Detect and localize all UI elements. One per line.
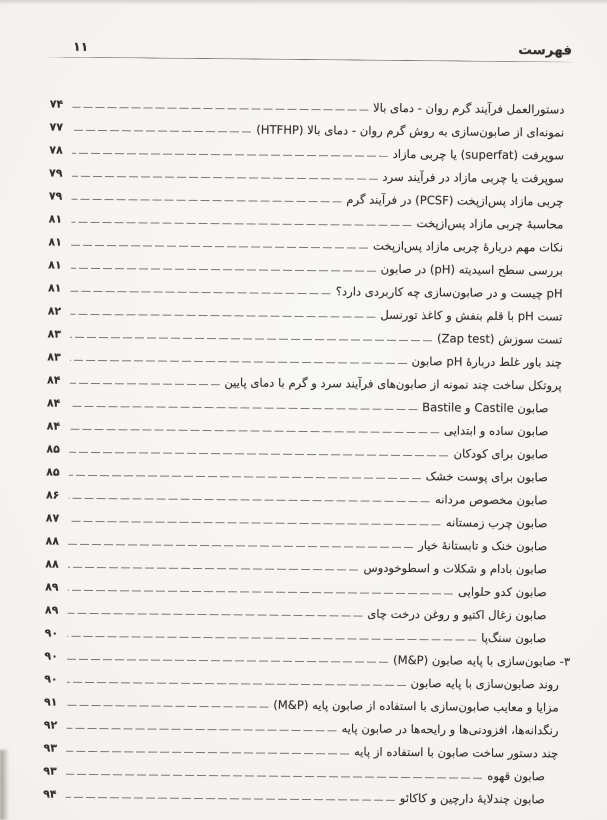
toc-entry-page-number: ۸۴ [46,396,61,410]
toc-entry-title: دستورالعمل فرآیند گرم روان - دمای بالا [372,100,565,117]
dotted-leader [72,130,251,133]
dotted-leader [66,797,395,801]
toc-entry-page-number: ۹۱ [43,695,58,709]
dotted-leader [68,521,440,526]
dotted-leader [71,291,331,294]
toc-entry-title: رنگدانه‌ها، افزودنی‌ها و رایحه‌ها در صابون پایه [341,721,559,738]
toc-entry-title: چند باور غلط دربارهٔ pH صابون [411,354,563,370]
toc-entry-page-number: ۹۳ [43,741,58,755]
toc-entry-title: صابون کدو حلوایی [457,584,547,600]
toc-entry-page-number: ۸۴ [47,373,61,387]
dotted-leader [68,590,453,595]
toc-entry-page-number: ۷۸ [49,143,63,157]
toc-entry-title: مزایا و معایب صابون‌سازی با استفاده از صابون پایه (M&P) [273,697,559,715]
toc-entry-title: چربی مازاد پس‌ازپخت (PCSF) در فرآیند گرم [346,192,564,209]
dotted-leader [69,475,421,479]
toc-entry-title: روند صابون‌سازی با پایه صابون [410,676,559,692]
toc-entry-page-number: ۹۳ [43,764,57,778]
toc-entry-page-number: ۸۶ [45,488,60,502]
toc-entry-title: سوپرفت یا چربی مازاد در فرآیند سرد [382,169,564,186]
toc-entry-title: صابون سنگ‌پا [481,630,547,646]
toc-entry-page-number: ۸۵ [46,442,60,456]
toc-entry-title: چند دستور ساخت صابون با استفاده از پایه [353,744,559,761]
dotted-leader [71,245,368,249]
dotted-leader [70,383,220,385]
dotted-leader [72,153,388,157]
page-title: فهرست [518,42,573,59]
toc-entry-title: صابون بادام و شکلات و اسطوخودوس [363,560,548,577]
dotted-leader [67,705,269,708]
toc-entry-title: تست pH با قلم بنفش و کاغذ تورنسل [380,307,563,324]
toc-entry-title: نمونه‌ای از صابون‌سازی به روش گرم روان - دمای بالا (HTFHP) [256,122,565,140]
toc-entry-page-number: ۸۷ [45,511,60,525]
toc-entry-page-number: ۹۰ [44,626,59,640]
toc-entry-title: پروتکل ساخت چند نمونه از صابون‌های فرآیند سرد و گرم با دمای پایین [224,375,562,393]
dotted-leader [72,199,342,203]
toc-entry-page-number: ۸۱ [48,235,62,249]
toc-entry-page-number: ۸۲ [47,304,62,318]
toc-entry-page-number: ۸۱ [47,281,62,295]
dotted-leader [71,268,376,272]
dotted-leader [66,728,336,732]
toc-entry-page-number: ۷۹ [48,189,63,203]
dotted-leader [70,314,375,318]
toc-entry-page-number: ۹۰ [44,672,58,686]
dotted-leader [69,429,439,434]
dotted-leader [67,682,406,686]
toc-entry-page-number: ۸۵ [46,465,60,479]
toc-entry-title: صابون خنک و تابستانهٔ خیار [418,538,548,554]
toc-entry-title: بررسی سطح اسیدیته (pH) در صابون [380,261,563,278]
toc-entry-page-number: ۸۴ [46,419,61,433]
toc-entry-page-number: ۸۳ [47,350,61,364]
toc-entry-title: صابون قهوه [487,768,546,784]
dotted-leader [70,406,418,410]
toc-entry-title: صابون مخصوص مردانه [434,492,548,508]
page-number: ۱۱ [72,38,89,54]
dotted-leader [71,222,411,226]
toc-entry-page-number: ۸۸ [45,534,60,548]
dotted-leader [70,360,407,364]
toc-entry-page-number: ۸۸ [45,557,59,571]
toc-entry-title: صابون برای پوست خشک [425,469,548,485]
toc-entry-page-number: ۸۱ [48,212,63,226]
dotted-leader [66,751,349,755]
toc-entry-title: صابون برای کودکان [453,446,549,462]
toc-entry-title: تست سوزش (Zap test) [436,331,563,347]
toc-entry-page-number: ۸۹ [45,580,59,594]
dotted-leader [70,337,432,341]
toc-entry-title: ۳- صابون‌سازی با پایه صابون (M&P) [393,652,571,669]
dotted-leader [66,774,482,779]
toc-entry-title: صابون Castile و Bastile [422,400,549,416]
toc-entry-page-number: ۹۴ [43,787,57,801]
toc-entry-title: صابون زغال اکتیو و روغن درخت چای [367,606,547,623]
dotted-leader [72,107,368,111]
toc-entry-page-number: ۷۷ [49,120,64,134]
dotted-leader [67,636,476,641]
toc-entry-page-number: ۹۰ [44,649,58,663]
toc-entry-page-number: ۷۹ [49,166,63,180]
dotted-leader [72,176,378,180]
toc-entry-title: صابون ساده و ابتدایی [443,423,549,439]
dotted-leader [69,498,430,502]
dotted-leader [68,613,363,617]
toc-entry-title: صابون چرب زمستانه [445,515,548,531]
toc-entry-title: محاسبهٔ چربی مازاد پس‌ازپخت [416,216,564,232]
toc-entry-page-number: ۸۱ [48,258,62,272]
dotted-leader [69,452,448,457]
toc-entry-title: نکات مهم دربارهٔ چربی مازاد پس‌ازپخت [372,238,564,255]
toc-entry-page-number: ۷۴ [49,97,64,111]
dotted-leader [68,567,358,571]
toc-entry-page-number: ۸۹ [44,603,59,617]
toc-entry-page-number: ۹۲ [43,718,58,732]
toc-entry-page-number: ۸۳ [47,327,62,341]
toc-entry-title: صابون چندلایهٔ دارچین و کاکائو [399,790,545,807]
dotted-leader [68,544,413,548]
toc-entry-title: سوپرفت (superfat) یا چربی مازاد [392,146,565,163]
toc-list [38,89,576,807]
toc-entry-title: pH چیست و در صابون‌سازی چه کاربردی دارد؟ [335,284,563,301]
dotted-leader [67,659,388,663]
